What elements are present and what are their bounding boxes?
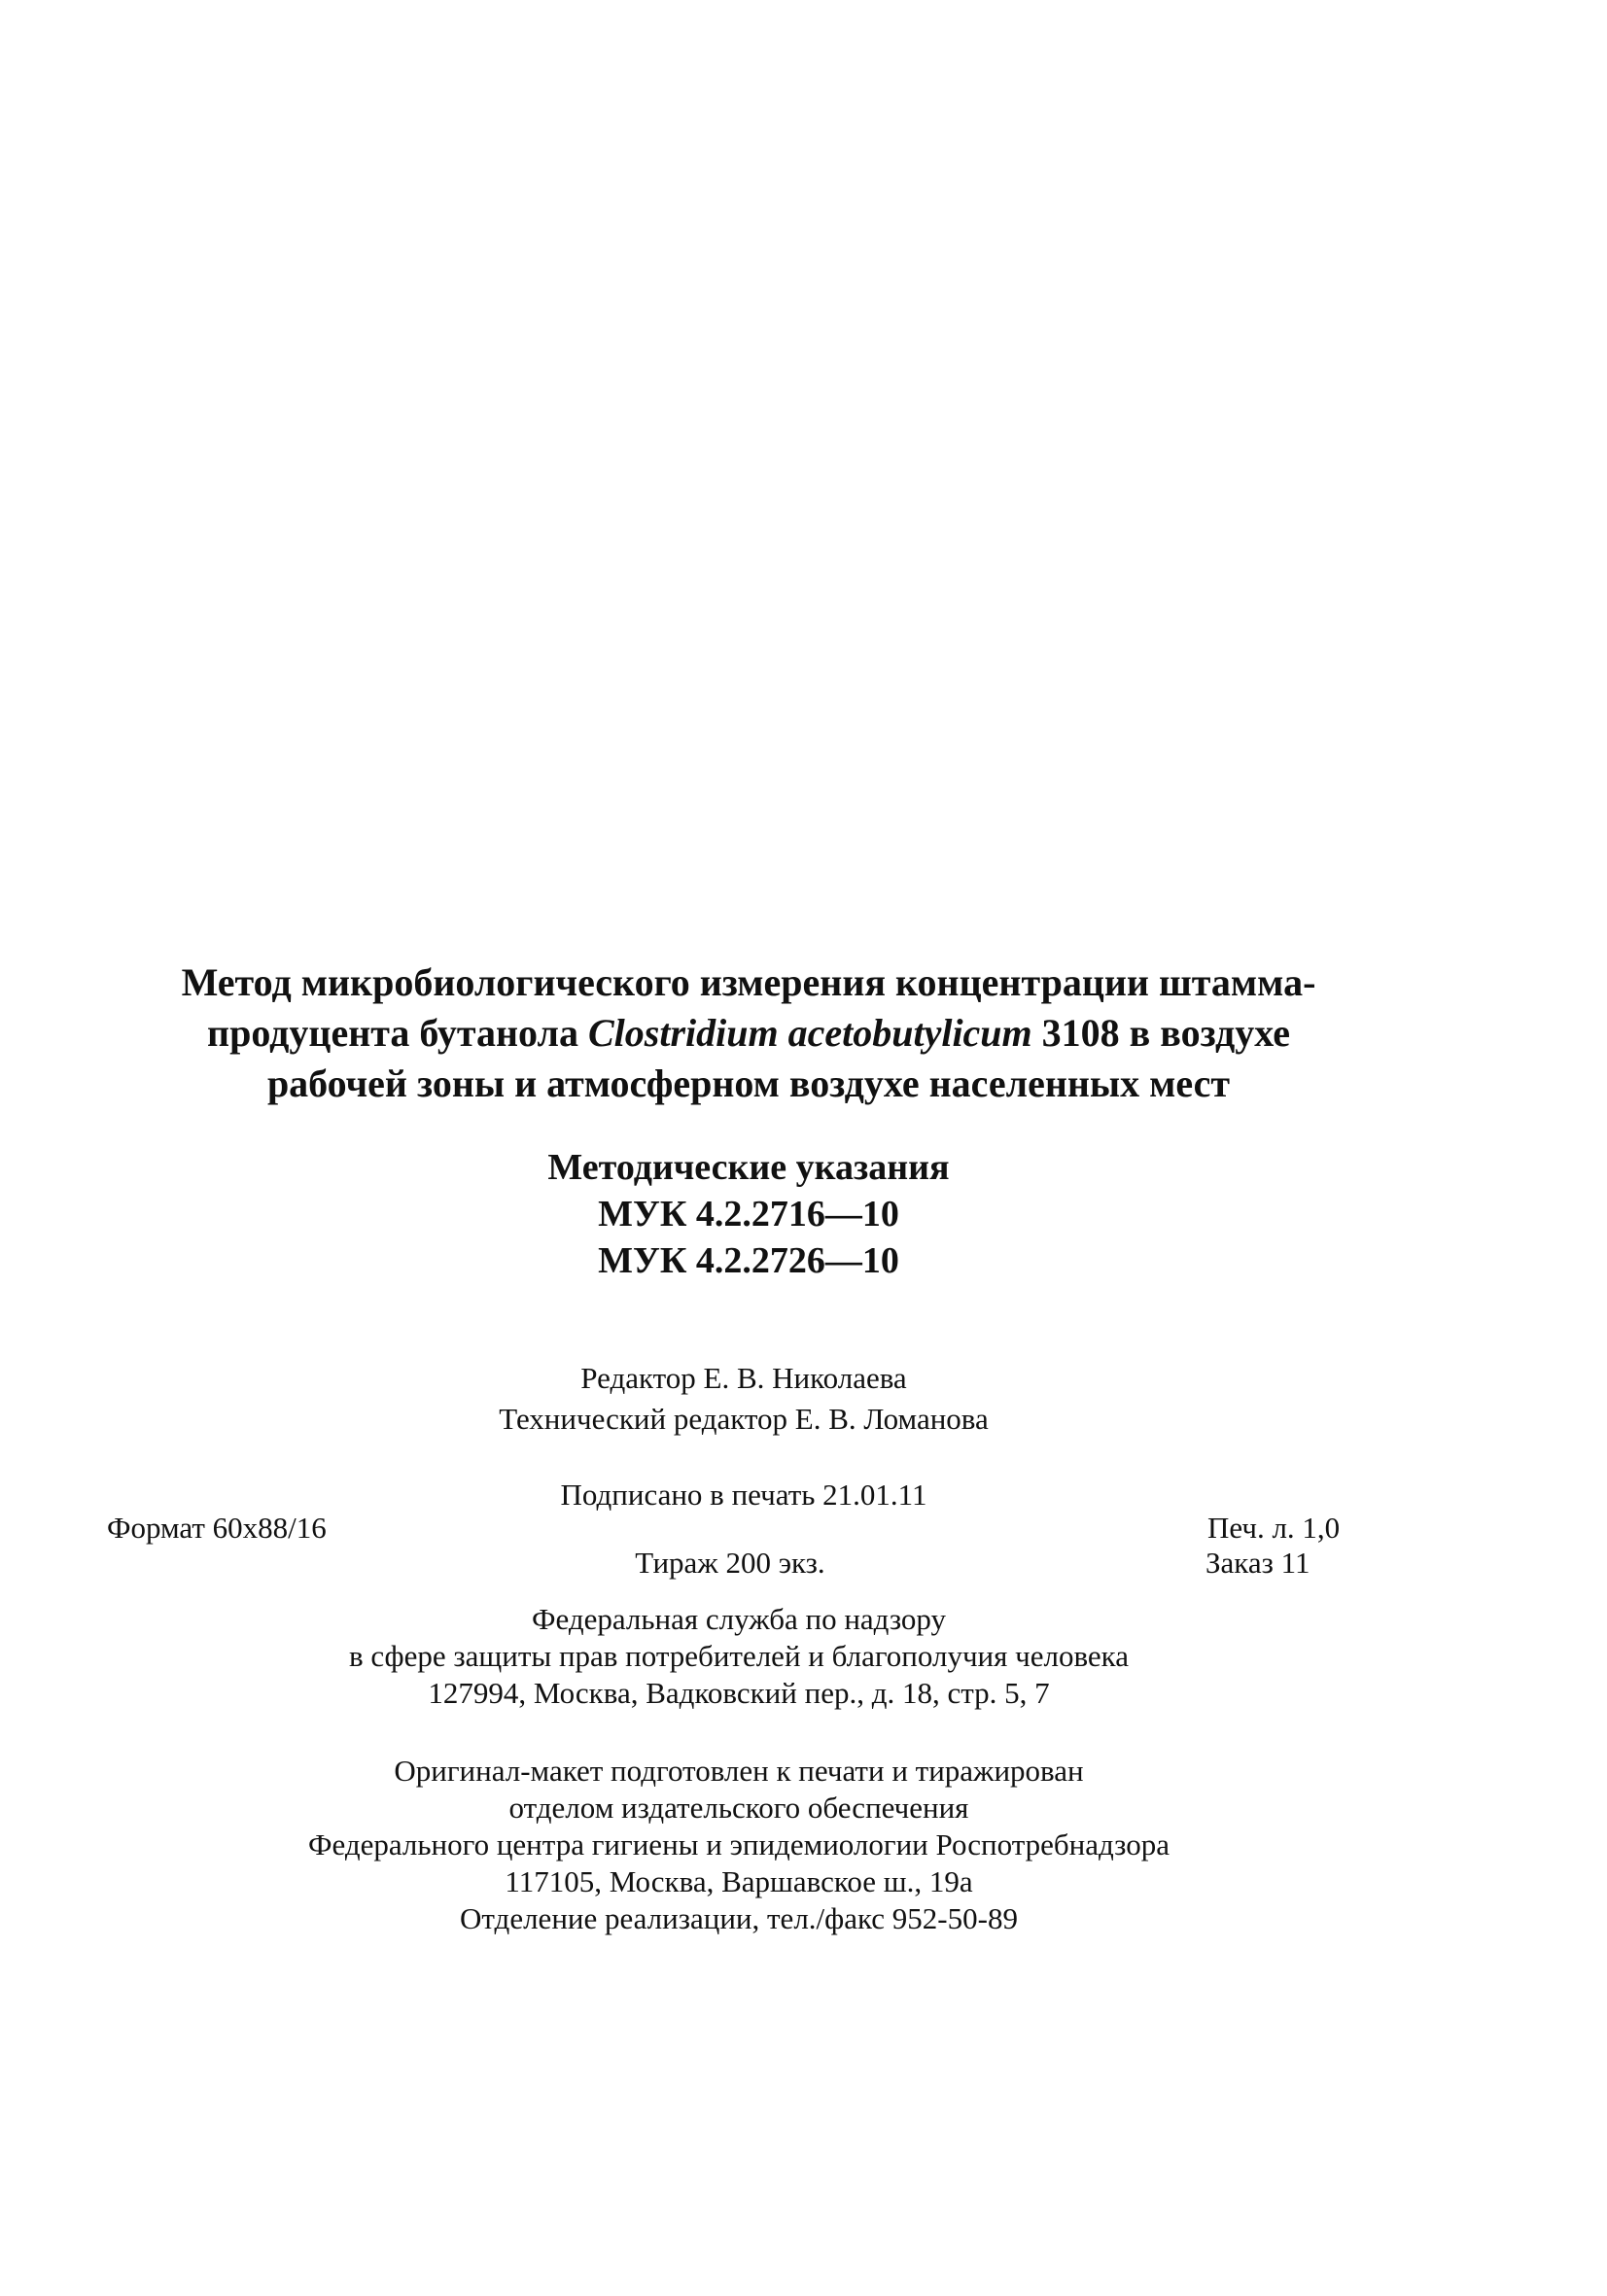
document-title bbox=[0, 957, 1497, 1109]
publisher-block bbox=[0, 1601, 1478, 1712]
document-kind: Методические указания bbox=[547, 1147, 950, 1188]
document-subtitle bbox=[0, 1144, 1497, 1284]
paper-format: Формат 60x88/16 bbox=[107, 1511, 327, 1545]
producer-line-2: отделом издательского обеспечения bbox=[508, 1791, 969, 1825]
print-run: Тираж 200 экз. bbox=[635, 1546, 825, 1580]
producer-line-1: Оригинал-макет подготовлен к печати и тиражирован bbox=[394, 1754, 1084, 1788]
sales-contact: Отделение реализации, тел./факс 952-50-89 bbox=[460, 1901, 1018, 1935]
title-line-3: рабочей зоны и атмосферном воздухе населенных мест bbox=[266, 1061, 1231, 1105]
producer-block bbox=[0, 1753, 1478, 1937]
producer-address: 117105, Москва, Варшавское ш., 19а bbox=[505, 1864, 973, 1898]
editors-block bbox=[0, 1358, 1487, 1440]
document-code-2: МУК 4.2.2726—10 bbox=[598, 1240, 899, 1281]
signed-to-print: Подписано в печать 21.01.11 bbox=[560, 1478, 927, 1512]
title-line-1: Метод микробиологического измерения концентрации штамма- bbox=[181, 960, 1316, 1004]
printed-sheets: Печ. л. 1,0 bbox=[1207, 1511, 1341, 1545]
publisher-line-2: в сфере защиты прав потребителей и благополучия человека bbox=[348, 1639, 1130, 1673]
publisher-line-1: Федеральная служба по надзору bbox=[532, 1602, 946, 1636]
technical-editor: Технический редактор Е. В. Ломанова bbox=[499, 1402, 989, 1436]
producer-line-3: Федерального центра гигиены и эпидемиологии Роспотребнадзора bbox=[308, 1827, 1170, 1861]
editor: Редактор Е. В. Николаева bbox=[580, 1361, 907, 1395]
title-line-2-end: 3108 в воздухе bbox=[1031, 1011, 1290, 1055]
title-line-2 bbox=[0, 1008, 1497, 1059]
organism-name: Clostridium acetobutylicum bbox=[587, 1011, 1032, 1055]
document-code-1: МУК 4.2.2716—10 bbox=[598, 1194, 899, 1235]
order-number: Заказ 11 bbox=[1205, 1546, 1310, 1580]
title-line-2-start: продуцента бутанола bbox=[207, 1011, 588, 1055]
publisher-address: 127994, Москва, Вадковский пер., д. 18, стр. 5, 7 bbox=[428, 1676, 1050, 1710]
